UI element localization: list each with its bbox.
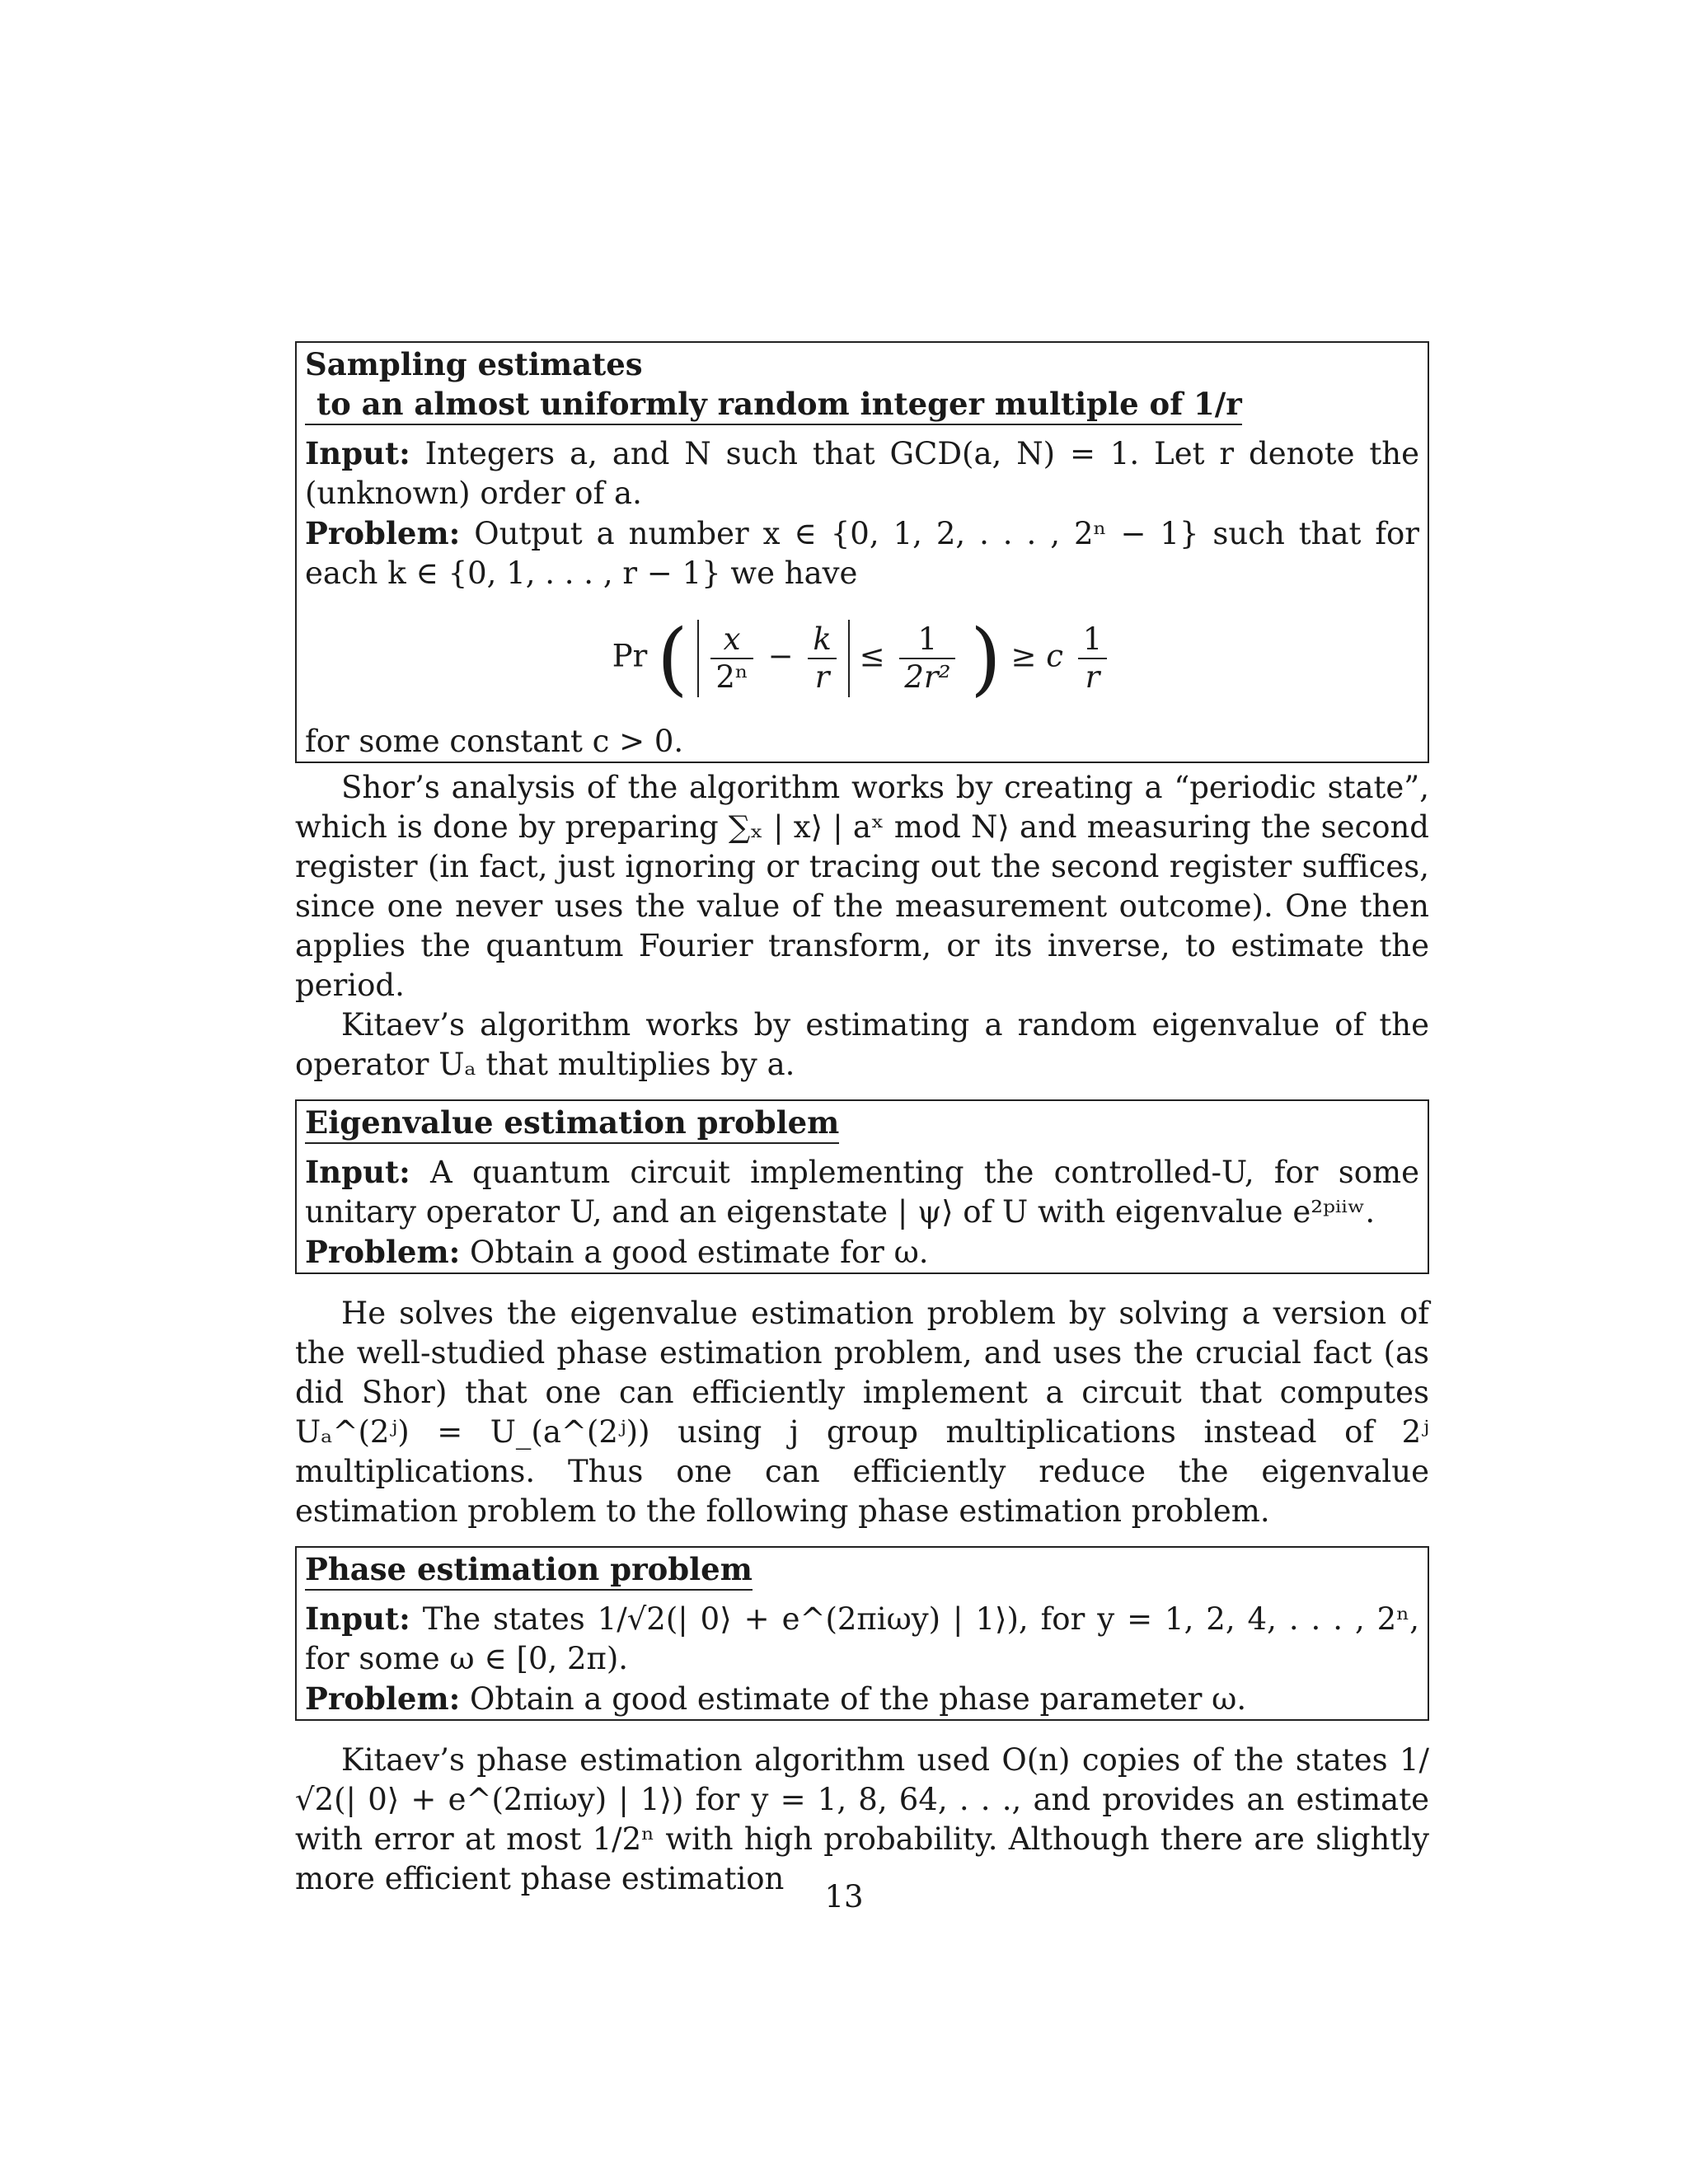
problem-text: Output a number x ∈ {0, 1, 2, . . . , 2ⁿ − 1} such that for each k ∈ {0, 1, . . . , r − 1} we have <box>305 516 1419 591</box>
eq-frac-bound <box>899 621 955 696</box>
spacer <box>295 1279 1429 1294</box>
input-label: Input: <box>305 1601 410 1637</box>
input-label: Input: <box>305 435 410 471</box>
page-content <box>295 341 1429 1899</box>
eq-k-num: k <box>808 621 836 659</box>
problem-line <box>305 1679 1419 1719</box>
spacer <box>295 1085 1429 1099</box>
problem-text: Obtain a good estimate for ω. <box>470 1235 929 1270</box>
problem-label: Problem: <box>305 1234 461 1270</box>
eq-frac-x <box>710 621 753 696</box>
spacer <box>295 1726 1429 1741</box>
eq-bound-den: 2r² <box>904 659 951 695</box>
box-title-line2: to an almost uniformly random integer multiple of 1/r <box>316 386 1242 422</box>
box-title-line1: Sampling estimates <box>305 346 643 382</box>
box-title: Eigenvalue estimation problem <box>305 1103 839 1144</box>
input-text: Integers a, and N such that GCD(a, N) = 1. Let r denote the (unknown) order of a. <box>305 436 1419 511</box>
kitaev-phase-estimation-paragraph: Kitaev’s phase estimation algorithm used O(n) copies of the states 1/√2(| 0⟩ + e^(2πiωy) | 1⟩) for y = 1, 8, 64, . . ., and provides an estimate with error at most 1/2ⁿ with high probability. Although there are slightly more efficient phase estimation <box>295 1742 1429 1896</box>
problem-line <box>305 513 1419 593</box>
kitaev-algorithm-paragraph: Kitaev’s algorithm works by estimating a random eigenvalue of the operator Uₐ that multiplies by a. <box>295 1007 1429 1082</box>
box-body <box>305 1599 1419 1719</box>
box-title: Phase estimation problem <box>305 1549 753 1591</box>
eigenvalue-estimation-box <box>295 1099 1429 1274</box>
problem-text: Obtain a good estimate of the phase parameter ω. <box>470 1681 1247 1717</box>
box-body <box>305 434 1419 762</box>
probability-equation <box>305 612 1419 705</box>
eq-c-num: 1 <box>1078 621 1108 659</box>
eq-minus: − <box>767 638 794 674</box>
eq-pr: Pr <box>612 638 648 674</box>
eq-frac-c <box>1078 621 1108 696</box>
eq-c-den: r <box>1085 659 1100 695</box>
shor-analysis-paragraph: Shor’s analysis of the algorithm works by creating a “periodic state”, which is done by preparing ∑ₓ | x⟩ | aˣ mod N⟩ and measuring the second register (in fact, just ignoring or tracing out the second register suffices, since one never uses the value of the measurement outcome). One then applies the quantum Fourier transform, or its inverse, to estimate the period. <box>295 770 1429 1003</box>
page-number: 13 <box>824 1879 864 1915</box>
input-line <box>305 1152 1419 1232</box>
eq-leq: ≤ <box>859 638 885 674</box>
eq-open-paren: ( <box>657 612 688 705</box>
box-body <box>305 1152 1419 1272</box>
spacer <box>295 1531 1429 1546</box>
input-line <box>305 1599 1419 1679</box>
eq-x-den: 2ⁿ <box>715 659 748 695</box>
eq-x-num: x <box>710 621 753 659</box>
eq-k-den: r <box>814 659 830 695</box>
input-text: The states 1/√2(| 0⟩ + e^(2πiωy) | 1⟩), for y = 1, 2, 4, . . . , 2ⁿ, for some ω ∈ [0, 2π). <box>305 1601 1419 1676</box>
problem-label: Problem: <box>305 515 461 551</box>
problem-label: Problem: <box>305 1680 461 1717</box>
phase-estimation-box <box>295 1546 1429 1721</box>
eq-absolute-value <box>697 620 850 697</box>
eigenvalue-reduction-paragraph: He solves the eigenvalue estimation problem by solving a version of the well-studied phase estimation problem, and uses the crucial fact (as did Shor) that one can efficiently implement a circuit that computes Uₐ^(2ʲ) = U_(a^(2ʲ)) using j group multiplications instead of 2ʲ multiplications. Thus one can efficiently reduce the eigenvalue estimation problem to the following phase estimation problem. <box>295 1296 1429 1529</box>
eq-frac-k <box>808 621 836 696</box>
sampling-estimates-box <box>295 341 1429 763</box>
eq-bound-num: 1 <box>899 621 955 659</box>
eq-geq-c: ≥ c <box>1010 638 1063 674</box>
closing-line: for some constant c > 0. <box>305 724 684 759</box>
eq-close-paren: ) <box>970 612 1001 705</box>
problem-line <box>305 1232 1419 1272</box>
input-text: A quantum circuit implementing the controlled-U, for some unitary operator U, and an eigenstate | ψ⟩ of U with eigenvalue e²ᵖⁱⁱʷ. <box>305 1155 1419 1230</box>
input-line <box>305 434 1419 513</box>
input-label: Input: <box>305 1154 410 1190</box>
box-title <box>305 344 1242 425</box>
